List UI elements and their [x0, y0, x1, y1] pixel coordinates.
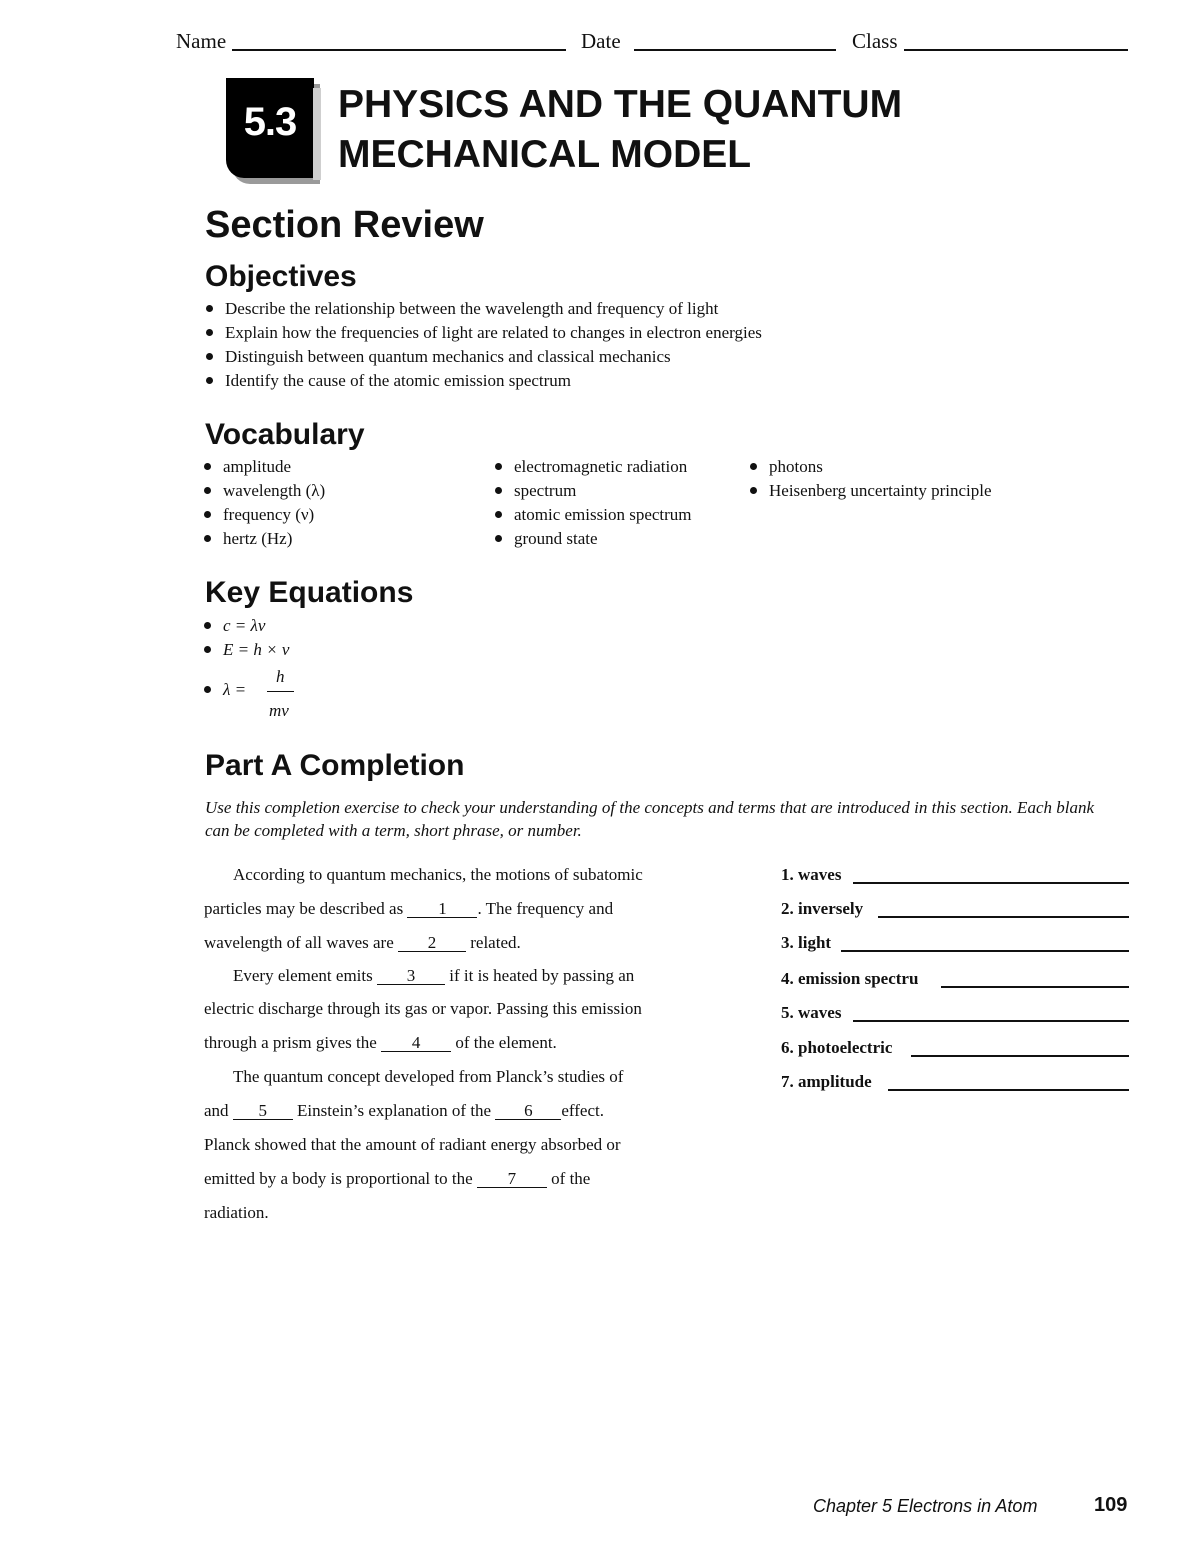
- bullet-icon: [204, 535, 211, 542]
- blank-4: 4: [381, 1034, 451, 1052]
- paragraph-line: According to quantum mechanics, the motions of subatomic: [233, 865, 643, 884]
- section-review-heading: Section Review: [205, 204, 484, 246]
- bullet-icon: [495, 535, 502, 542]
- answer-line: [878, 916, 1129, 918]
- fraction-numerator: h: [276, 667, 285, 686]
- bullet-icon: [206, 305, 213, 312]
- vocab-item: amplitude: [204, 457, 291, 477]
- answer-2[interactable]: 2. inversely: [781, 899, 864, 918]
- name-field[interactable]: [232, 49, 566, 51]
- vocab-item: spectrum: [495, 481, 576, 501]
- class-label: Class: [852, 29, 898, 53]
- paragraph-line: wavelength of all waves are 2 related.: [204, 933, 521, 952]
- vocab-item: ground state: [495, 529, 598, 549]
- title-divider: [313, 88, 321, 180]
- paragraph-line: emitted by a body is proportional to the 7 of the: [204, 1169, 591, 1188]
- equation-item: c = λν: [204, 616, 265, 636]
- bullet-icon: [204, 511, 211, 518]
- bullet-icon: [206, 377, 213, 384]
- bullet-icon: [495, 487, 502, 494]
- vocab-item: photons: [750, 457, 823, 477]
- answer-7[interactable]: 7. amplitude: [781, 1072, 872, 1091]
- answer-line: [853, 1020, 1129, 1022]
- blank-2: 2: [398, 934, 466, 952]
- bullet-icon: [206, 353, 213, 360]
- fraction-denominator: mv: [269, 701, 289, 720]
- objective-item: Explain how the frequencies of light are related to changes in electron energies: [206, 323, 762, 343]
- vocab-item: Heisenberg uncertainty principle: [750, 481, 992, 501]
- answer-line: [841, 950, 1129, 952]
- bullet-icon: [204, 487, 211, 494]
- paragraph-line: Every element emits 3 if it is heated by passing an: [233, 966, 635, 985]
- bullet-icon: [204, 622, 211, 629]
- paragraph-line: particles may be described as 1 . The frequency and: [204, 899, 614, 918]
- blank-1: 1: [407, 900, 477, 918]
- paragraph-line: The quantum concept developed from Planck’s studies of: [233, 1067, 624, 1086]
- chapter-footer: Chapter 5 Electrons in Atom: [813, 1496, 1038, 1516]
- blank-3: 3: [377, 967, 445, 985]
- vocabulary-heading: Vocabulary: [205, 418, 365, 451]
- bullet-icon: [206, 329, 213, 336]
- answer-4[interactable]: 4. emission spectru: [781, 969, 919, 988]
- paragraph-line: radiation.: [204, 1203, 269, 1222]
- part-a-heading: Part A Completion: [205, 749, 465, 782]
- date-label: Date: [581, 29, 621, 53]
- answer-5[interactable]: 5. waves: [781, 1003, 842, 1022]
- objective-item: Distinguish between quantum mechanics and classical mechanics: [206, 347, 671, 367]
- answer-line: [888, 1089, 1129, 1091]
- paragraph-line: electric discharge through its gas or vapor. Passing this emission: [204, 999, 642, 1018]
- date-field[interactable]: [634, 49, 836, 51]
- bullet-icon: [204, 686, 211, 693]
- answer-line: [853, 882, 1129, 884]
- part-a-instructions: Use this completion exercise to check your understanding of the concepts and terms that are introduced in this section. Each blank can be completed with a term, short phrase, or number.: [205, 798, 1095, 840]
- answer-6[interactable]: 6. photoelectric: [781, 1038, 893, 1057]
- bullet-icon: [495, 463, 502, 470]
- bullet-icon: [204, 646, 211, 653]
- page-title: [338, 80, 902, 180]
- key-equations-heading: Key Equations: [205, 576, 414, 609]
- objectives-heading: Objectives: [205, 260, 357, 293]
- fraction-bar: [267, 691, 294, 692]
- vocab-item: wavelength (λ): [204, 481, 325, 501]
- blank-5: 5: [233, 1102, 293, 1120]
- vocab-item: hertz (Hz): [204, 529, 292, 549]
- paragraph-line: Planck showed that the amount of radiant energy absorbed or: [204, 1135, 621, 1154]
- section-number: 5.3: [243, 100, 297, 144]
- answer-3[interactable]: 3. light: [781, 933, 832, 952]
- answer-line: [911, 1055, 1129, 1057]
- page-number: 109: [1094, 1494, 1128, 1516]
- vocab-item: atomic emission spectrum: [495, 505, 692, 525]
- class-field[interactable]: [904, 49, 1128, 51]
- objective-item: Describe the relationship between the wavelength and frequency of light: [206, 299, 718, 319]
- objective-item: Identify the cause of the atomic emission spectrum: [206, 371, 571, 391]
- bullet-icon: [204, 463, 211, 470]
- paragraph-line: through a prism gives the 4 of the element.: [204, 1033, 557, 1052]
- title-line-2: MECHANICAL MODEL: [338, 133, 752, 176]
- equation-item: λ =: [204, 680, 246, 700]
- blank-6: 6: [495, 1102, 561, 1120]
- title-line-1: PHYSICS AND THE QUANTUM: [338, 83, 903, 126]
- name-label: Name: [176, 29, 227, 53]
- answer-line: [941, 986, 1129, 988]
- bullet-icon: [495, 511, 502, 518]
- answer-1[interactable]: 1. waves: [781, 865, 842, 884]
- blank-7: 7: [477, 1170, 547, 1188]
- equation-item: E = h × ν: [204, 640, 289, 660]
- bullet-icon: [750, 487, 757, 494]
- bullet-icon: [750, 463, 757, 470]
- vocab-item: frequency (ν): [204, 505, 314, 525]
- vocab-item: electromagnetic radiation: [495, 457, 687, 477]
- paragraph-line: and 5 Einstein’s explanation of the 6 effect.: [204, 1101, 604, 1120]
